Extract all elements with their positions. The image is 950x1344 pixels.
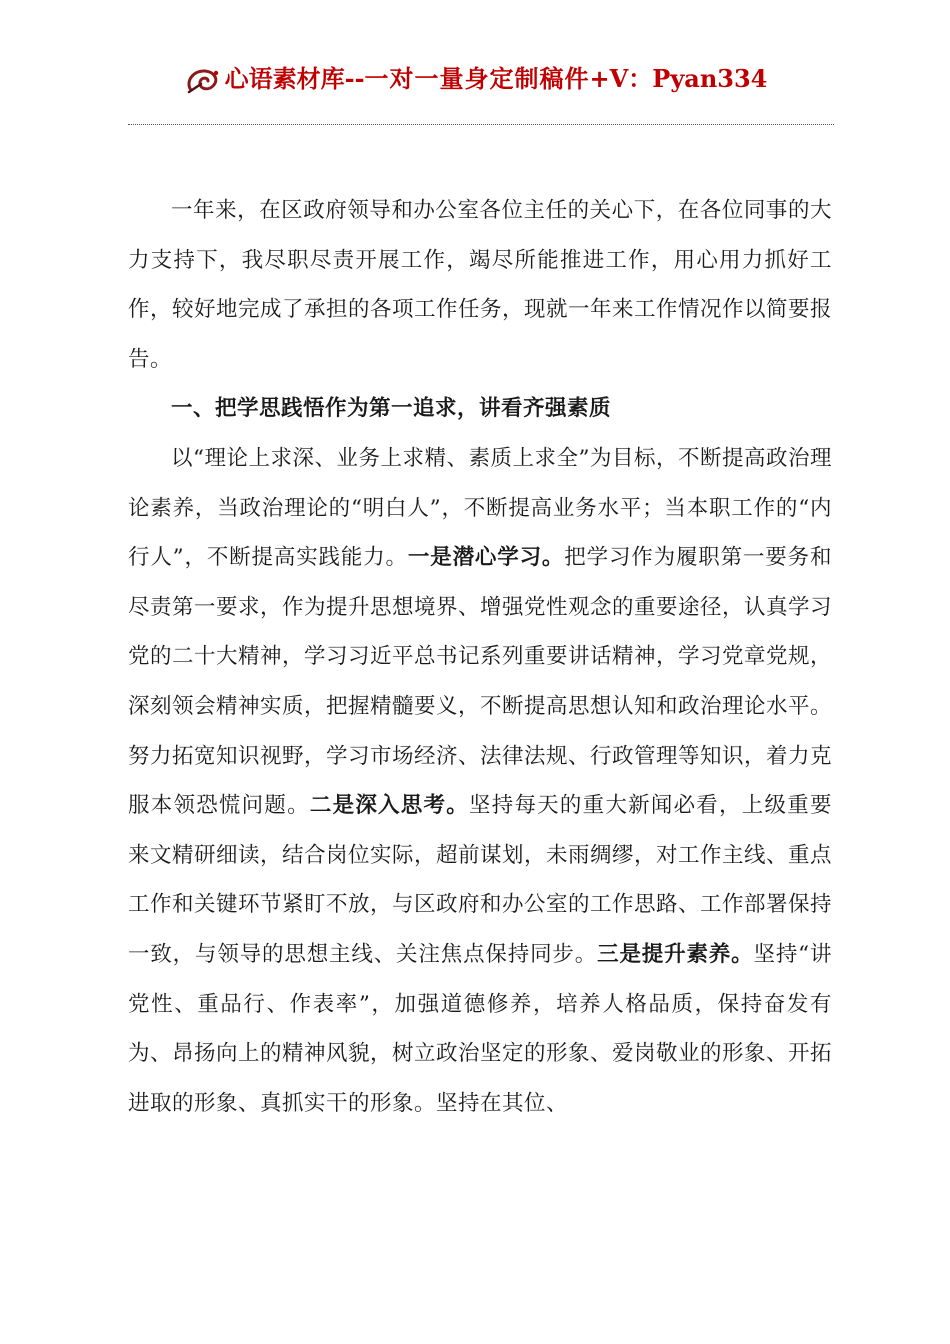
paragraph-text: 以“理论上求深、业务上求精、素质上求全”为目标，不断提高政治理论素养，当政治理论的“明白人”，不断提高业务水平；当本职工作的“内行人”，不断提高实践能力。 [128,445,832,571]
section-heading: 一、把学思践悟作为第一追求，讲看齐强素质 [171,396,612,422]
paragraph-text: 坚持每天的重大新闻必看，上级重要来文精研细读，结合岗位实际，超前谋划，未雨绸缪，对工作主线、重点工作和关键环节紧盯不放，与区政府和办公室的工作思路、工作部署保持一致，与领导的思想主线、关注焦点保持同步。 [128,793,833,967]
bold-point-2: 二是深入思考。 [309,793,469,819]
bold-point-1: 一是潜心学习。 [407,545,565,571]
brand-name: 心语素材库 [224,64,345,93]
section-paragraph [128,434,832,1128]
paragraph-text: 坚持“讲党性、重品行、作表率”，加强道德修养，培养人格品质，保持奋发有为、昂扬向上的精神风貌，树立政治坚定的形象、爱岗敬业的形象、开拓进取的形象、真抓实干的形象。坚持在其位、 [128,941,833,1116]
header-divider [128,124,834,125]
paragraph-text: 把学习作为履职第一要务和尽责第一要求，作为提升思想境界、增强党性观念的重要途径，认真学习党的二十大精神，学习习近平总书记系列重要讲话精神，学习党章党规，深刻领会精神实质，把握精髓要义，不断提高思想认知和政治理论水平。努力拓宽知识视野，学习市场经济、法律法规、行政管理等知识，着力克服本领恐慌问题。 [128,545,833,819]
page-header [0,62,950,98]
bold-point-3: 三是提升素养。 [597,941,754,967]
header-separator: -- [344,64,365,93]
header-contact: +V：Pyan334 [589,64,768,93]
document-body [128,186,832,1128]
header-slogan: 一对一量身定制稿件 [364,64,590,93]
swirl-logo-icon [183,64,223,98]
intro-paragraph: 一年来，在区政府领导和办公室各位主任的关心下，在各位同事的大力支持下，我尽职尽责开展工作，竭尽所能推进工作，用心用力抓好工作，较好地完成了承担的各项工作任务，现就一年来工作情况作以简要报告。 [128,198,833,372]
